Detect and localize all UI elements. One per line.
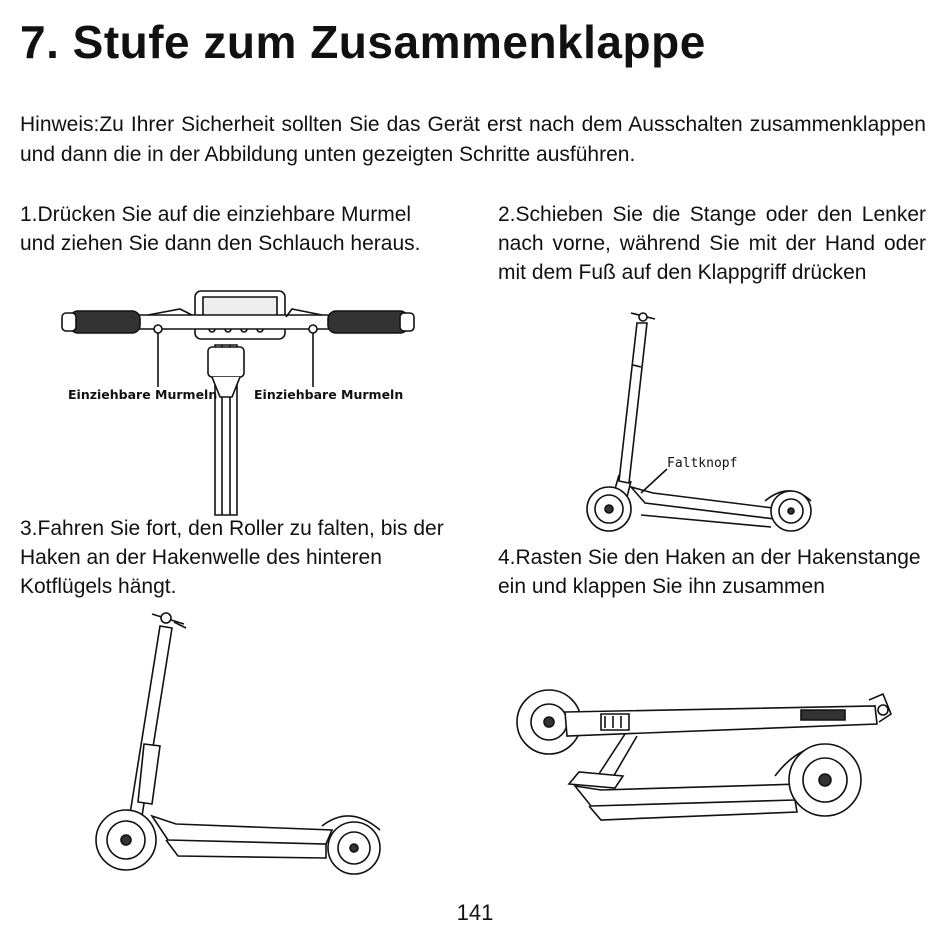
handlebar-illustration	[60, 285, 420, 517]
fold-button-label: Faltknopf	[667, 456, 738, 471]
page-title: 7. Stufe zum Zusammenklappe	[20, 16, 706, 68]
marble-label-left: Einziehbare Murmeln	[68, 387, 218, 402]
folding-scooter-illustration	[90, 604, 390, 894]
step-1-text: 1.Drücken Sie auf die einziehbare Murmel und ziehen Sie dann den Schlauch heraus.	[20, 203, 421, 255]
folded-scooter-illustration	[505, 680, 905, 900]
page-number: 141	[456, 900, 494, 925]
fold-button-illustration	[575, 305, 830, 535]
step-2-text: 2.Schieben Sie die Stange oder den Lenker nach vorne, während Sie mit der Hand oder mit dem Fuß auf den Klappgriff drücken	[498, 203, 926, 284]
safety-note: Hinweis:Zu Ihrer Sicherheit sollten Sie das Gerät erst nach dem Ausschalten zusammenklappen und dann die in der Abbildung unten gezeigten Schritte ausführen.	[20, 113, 926, 166]
step-4-text: 4.Rasten Sie den Haken an der Hakenstange ein und klappen Sie ihn zusammen	[498, 546, 921, 598]
step-3-text: 3.Fahren Sie fort, den Roller zu falten, bis der Haken an der Hakenwelle des hinteren Kotflügels hängt.	[20, 517, 444, 598]
marble-label-right: Einziehbare Murmeln	[254, 387, 404, 402]
